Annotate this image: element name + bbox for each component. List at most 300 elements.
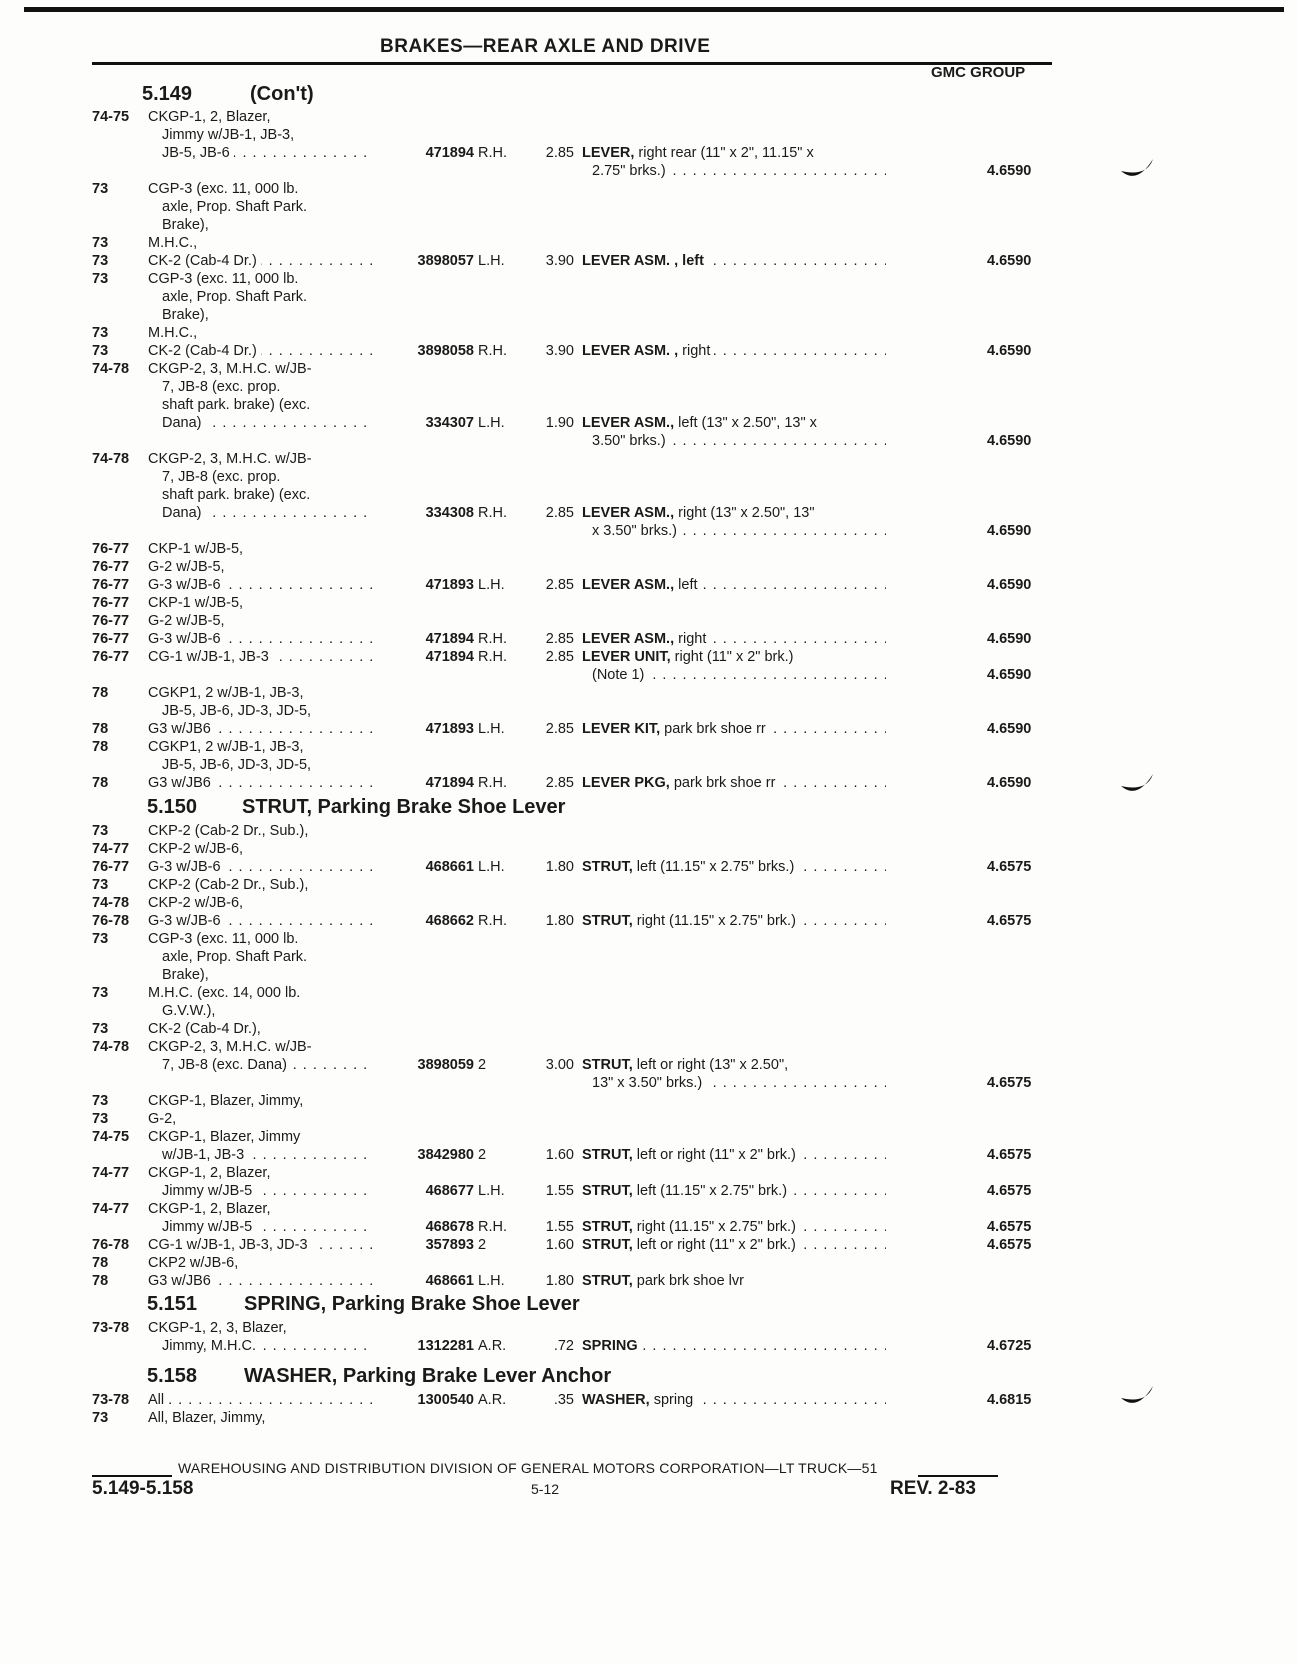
vehicle-model [148, 1110, 374, 1129]
vehicle-model-text: CKP2 w/JB-6, [148, 1255, 242, 1271]
vehicle-model [148, 180, 374, 199]
footer-rule-right [918, 1475, 998, 1477]
vehicle-model-text: CKGP-2, 3, M.H.C. w/JB- [148, 1039, 316, 1055]
parts-row [92, 198, 1092, 217]
vehicle-model [162, 414, 374, 433]
parts-row [92, 1074, 1092, 1093]
vehicle-model-text: CK-2 (Cab-4 Dr.) [148, 252, 261, 271]
parts-row [92, 180, 1092, 199]
parts-row [92, 756, 1092, 775]
part-number: 3898059 [417, 1057, 474, 1073]
vehicle-model-text: CKGP-2, 3, M.H.C. w/JB- [148, 361, 316, 377]
model-year: 73 [92, 325, 109, 341]
vehicle-model-text: CKGP-1, 2, Blazer, [148, 1201, 275, 1217]
side-or-qty: R.H. [478, 631, 507, 647]
part-detail: 3.50" brks.) [592, 433, 666, 449]
vehicle-model [148, 540, 374, 559]
side-or-qty: A.R. [478, 1392, 507, 1408]
parts-row [92, 1146, 1092, 1165]
parts-row [92, 720, 1092, 739]
vehicle-model [162, 486, 374, 505]
part-description [582, 144, 886, 163]
vehicle-model [148, 1236, 374, 1255]
vehicle-model [162, 468, 374, 487]
vehicle-model-text: Dana) [162, 504, 206, 523]
part-number: 468662 [425, 913, 474, 929]
group-number: 4.6590 [987, 163, 1032, 179]
part-description-text [582, 721, 770, 737]
parts-row [92, 612, 1092, 631]
vehicle-model [148, 1200, 374, 1219]
parts-row [92, 1391, 1092, 1410]
model-year: 73-78 [92, 1320, 130, 1336]
model-year: 76-77 [92, 859, 130, 875]
model-year: 73 [92, 1021, 109, 1037]
part-description-text [582, 631, 710, 647]
vehicle-model [148, 984, 374, 1003]
part-name: STRUT, [582, 913, 633, 929]
part-name: LEVER ASM., [582, 415, 675, 431]
part-description [582, 1182, 886, 1201]
model-year: 76-77 [92, 577, 130, 593]
vehicle-model [162, 216, 374, 235]
group-number: 4.6590 [987, 253, 1032, 269]
parts-row [92, 1319, 1092, 1338]
model-year: 74-78 [92, 1039, 130, 1055]
vehicle-model [162, 198, 374, 217]
side-or-qty: R.H. [478, 145, 507, 161]
vehicle-model-text: 7, JB-8 (exc. prop. [162, 379, 284, 395]
part-name: STRUT, [582, 1237, 633, 1253]
vehicle-model [148, 1038, 374, 1057]
model-year: 74-77 [92, 1201, 130, 1217]
parts-row [92, 126, 1092, 145]
parts-row [92, 1020, 1092, 1039]
vehicle-model-text: shaft park. brake) (exc. [162, 487, 314, 503]
vehicle-model [148, 108, 374, 127]
footer-division: WAREHOUSING AND DISTRIBUTION DIVISION OF GENERAL MOTORS CORPORATION—LT TRUCK—51 [178, 1460, 878, 1476]
model-year: 74-78 [92, 895, 130, 911]
vehicle-model [162, 378, 374, 397]
footer-revision: REV. 2-83 [890, 1478, 976, 1499]
part-number: 471893 [425, 721, 474, 737]
part-description-text [592, 433, 670, 449]
vehicle-model-text: CKGP-2, 3, M.H.C. w/JB- [148, 451, 316, 467]
model-year: 73-78 [92, 1392, 130, 1408]
punch-hole-mark [1117, 1382, 1157, 1412]
vehicle-model-text: CG-1 w/JB-1, JB-3 [148, 648, 273, 667]
parts-row [92, 450, 1092, 469]
vehicle-model-text: G-2, [148, 1111, 180, 1127]
model-year: 73 [92, 271, 109, 287]
vehicle-model-text: CGKP1, 2 w/JB-1, JB-3, [148, 739, 308, 755]
part-detail: right (11.15" x 2.75" brk.) [632, 1219, 796, 1235]
vehicle-model-text: axle, Prop. Shaft Park. [162, 949, 311, 965]
part-description [582, 1272, 886, 1291]
parts-row [92, 894, 1092, 913]
part-name: LEVER ASM. , [582, 343, 679, 359]
vehicle-model-text: G-2 w/JB-5, [148, 559, 229, 575]
group-number: 4.6575 [987, 859, 1032, 875]
model-year: 76-77 [92, 613, 130, 629]
part-description [592, 432, 886, 451]
parts-row [92, 486, 1092, 505]
part-name: STRUT, [582, 1147, 633, 1163]
parts-row [92, 1218, 1092, 1237]
vehicle-model [162, 144, 374, 163]
parts-row [92, 1409, 1092, 1428]
vehicle-model [162, 702, 374, 721]
vehicle-model [162, 1218, 374, 1237]
model-year: 76-77 [92, 595, 130, 611]
part-description-text [582, 1338, 642, 1354]
model-year: 74-77 [92, 1165, 130, 1181]
part-description-text [582, 577, 702, 593]
parts-row [92, 1164, 1092, 1183]
part-description-text [582, 913, 800, 929]
model-year: 76-78 [92, 1237, 130, 1253]
title-rule [92, 62, 1052, 65]
part-detail: 2.75" brks.) [592, 163, 666, 179]
vehicle-model-text: G-3 w/JB-6 [148, 858, 225, 877]
parts-row [92, 378, 1092, 397]
parts-row [92, 288, 1092, 307]
part-description-text [582, 859, 798, 875]
model-year: 78 [92, 775, 109, 791]
vehicle-model-text: Jimmy w/JB-5 [162, 1218, 256, 1237]
model-year: 78 [92, 721, 109, 737]
vehicle-model [148, 720, 374, 739]
part-detail: left or right (13" x 2.50", [632, 1057, 789, 1073]
part-description [582, 774, 886, 793]
parts-row [92, 1254, 1092, 1273]
vehicle-model-text: shaft park. brake) (exc. [162, 397, 314, 413]
vehicle-model [162, 948, 374, 967]
vehicle-model [148, 1391, 374, 1410]
vehicle-model [148, 270, 374, 289]
part-number: 471893 [425, 577, 474, 593]
part-number: 468661 [425, 1273, 474, 1289]
price: 1.60 [545, 1147, 574, 1163]
parts-row [92, 162, 1092, 181]
part-detail: right [674, 631, 707, 647]
parts-row [92, 342, 1092, 361]
price: 1.80 [545, 913, 574, 929]
model-year: 76-77 [92, 541, 130, 557]
model-year: 73 [92, 343, 109, 359]
part-number: 468661 [425, 859, 474, 875]
price: 2.85 [545, 721, 574, 737]
section-number: 5.149 [142, 83, 193, 105]
parts-row [92, 468, 1092, 487]
parts-row [92, 912, 1092, 931]
vehicle-model-text: M.H.C., [148, 325, 201, 341]
group-number: 4.6590 [987, 721, 1032, 737]
part-name: STRUT, [582, 1273, 633, 1289]
part-description [582, 576, 886, 595]
parts-row [92, 576, 1092, 595]
part-name: STRUT, [582, 1183, 633, 1199]
parts-row [92, 948, 1092, 967]
vehicle-model-text: Dana) [162, 414, 206, 433]
parts-row [92, 822, 1092, 841]
parts-row [92, 1200, 1092, 1219]
parts-row [92, 234, 1092, 253]
part-description-text [582, 415, 821, 431]
vehicle-model [148, 858, 374, 877]
vehicle-model-text: CGKP1, 2 w/JB-1, JB-3, [148, 685, 308, 701]
vehicle-model [148, 1020, 374, 1039]
vehicle-model [148, 1272, 374, 1291]
vehicle-model-text: M.H.C. (exc. 14, 000 lb. [148, 985, 304, 1001]
vehicle-model [162, 126, 374, 145]
parts-row [92, 702, 1092, 721]
part-number: 1300540 [417, 1392, 474, 1408]
parts-row [92, 324, 1092, 343]
vehicle-model-text: axle, Prop. Shaft Park. [162, 289, 311, 305]
vehicle-model-text: G.V.W.), [162, 1003, 219, 1019]
part-detail: x 3.50" brks.) [592, 523, 677, 539]
model-year: 74-78 [92, 361, 130, 377]
vehicle-model [162, 966, 374, 985]
vehicle-model-text: JB-5, JB-6 [162, 144, 234, 163]
parts-row [92, 1236, 1092, 1255]
vehicle-model-text: CKGP-1, 2, 3, Blazer, [148, 1320, 291, 1336]
section-heading [92, 1292, 992, 1316]
parts-row [92, 966, 1092, 985]
vehicle-model-text: CG-1 w/JB-1, JB-3, JD-3 [148, 1236, 312, 1255]
model-year: 74-75 [92, 1129, 130, 1145]
vehicle-model-text: JB-5, JB-6, JD-3, JD-5, [162, 703, 315, 719]
model-year: 73 [92, 181, 109, 197]
parts-row [92, 594, 1092, 613]
side-or-qty: 2 [478, 1057, 487, 1073]
part-description-text [582, 1057, 792, 1073]
model-year: 73 [92, 985, 109, 1001]
vehicle-model [148, 774, 374, 793]
part-detail: park brk shoe rr [660, 721, 766, 737]
side-or-qty: 2 [478, 1237, 487, 1253]
side-or-qty: A.R. [478, 1338, 507, 1354]
vehicle-model-text: CKP-1 w/JB-5, [148, 541, 247, 557]
parts-row [92, 774, 1092, 793]
part-description [582, 858, 886, 877]
vehicle-model [148, 360, 374, 379]
part-description-text [582, 1147, 800, 1163]
vehicle-model-text: G3 w/JB6 [148, 720, 215, 739]
part-name: LEVER ASM., [582, 577, 675, 593]
top-rule [24, 7, 1284, 12]
vehicle-model-text: G-2 w/JB-5, [148, 613, 229, 629]
part-detail: park brk shoe lvr [632, 1273, 744, 1289]
part-name: LEVER, [582, 145, 635, 161]
part-detail: left or right (11" x 2" brk.) [632, 1237, 796, 1253]
vehicle-model [148, 594, 374, 613]
part-description [582, 648, 886, 667]
vehicle-model-text: 7, JB-8 (exc. Dana) [162, 1056, 291, 1075]
side-or-qty: R.H. [478, 343, 507, 359]
model-year: 78 [92, 685, 109, 701]
model-year: 73 [92, 877, 109, 893]
group-number: 4.6590 [987, 631, 1032, 647]
vehicle-model [162, 1182, 374, 1201]
parts-row [92, 504, 1092, 523]
side-or-qty: L.H. [478, 1183, 505, 1199]
vehicle-model-text: G3 w/JB6 [148, 774, 215, 793]
parts-row [92, 252, 1092, 271]
part-description [582, 912, 886, 931]
part-name: LEVER KIT, [582, 721, 661, 737]
part-detail: right rear (11" x 2", 11.15" x [634, 145, 814, 161]
parts-row [92, 396, 1092, 415]
price: 1.60 [545, 1237, 574, 1253]
part-detail: left (13" x 2.50", 13" x [674, 415, 817, 431]
parts-row [92, 666, 1092, 685]
model-year: 78 [92, 1273, 109, 1289]
part-description [582, 504, 886, 523]
vehicle-model-text: CKP-2 (Cab-2 Dr., Sub.), [148, 823, 312, 839]
part-description-text [582, 649, 797, 665]
section-heading [92, 82, 992, 106]
part-description [582, 1146, 886, 1165]
price: 2.85 [545, 505, 574, 521]
punch-hole-mark [1117, 155, 1157, 185]
part-description-text [582, 505, 819, 521]
part-number: 471894 [425, 145, 474, 161]
part-detail: right (11.15" x 2.75" brk.) [632, 913, 796, 929]
part-description-text [582, 343, 714, 359]
parts-row [92, 1110, 1092, 1129]
vehicle-model-text: Brake), [162, 217, 213, 233]
model-year: 73 [92, 931, 109, 947]
parts-row [92, 108, 1092, 127]
parts-row [92, 1182, 1092, 1201]
part-number: 3898058 [417, 343, 474, 359]
part-description [582, 342, 886, 361]
price: .72 [553, 1338, 574, 1354]
parts-row [92, 360, 1092, 379]
section-heading [92, 795, 992, 819]
part-number: 3898057 [417, 253, 474, 269]
part-number: 471894 [425, 775, 474, 791]
part-description-text [582, 145, 818, 161]
section-heading [92, 1364, 992, 1388]
vehicle-model-text: CKGP-1, Blazer, Jimmy, [148, 1093, 307, 1109]
vehicle-model-text: CKGP-1, 2, Blazer, [148, 109, 275, 125]
section-number: 5.150 [147, 796, 198, 818]
part-description [582, 1236, 886, 1255]
vehicle-model-text: w/JB-1, JB-3 [162, 1146, 248, 1165]
part-description-text [582, 1237, 800, 1253]
parts-row [92, 648, 1092, 667]
vehicle-model [148, 1128, 374, 1147]
part-description [582, 1391, 886, 1410]
part-number: 357893 [425, 1237, 474, 1253]
model-year: 78 [92, 739, 109, 755]
price: 1.80 [545, 859, 574, 875]
vehicle-model [162, 504, 374, 523]
parts-row [92, 558, 1092, 577]
parts-row [92, 270, 1092, 289]
vehicle-model-text: CGP-3 (exc. 11, 000 lb. [148, 181, 302, 197]
group-number: 4.6590 [987, 523, 1032, 539]
vehicle-model-text: CKP-1 w/JB-5, [148, 595, 247, 611]
side-or-qty: L.H. [478, 721, 505, 737]
parts-row [92, 306, 1092, 325]
model-year: 76-77 [92, 559, 130, 575]
part-name: LEVER ASM. , left [582, 253, 704, 269]
parts-row [92, 144, 1092, 163]
part-name: STRUT, [582, 1219, 633, 1235]
vehicle-model [148, 912, 374, 931]
parts-row [92, 1337, 1092, 1356]
vehicle-model [162, 1146, 374, 1165]
parts-row [92, 1272, 1092, 1291]
part-name: STRUT, [582, 859, 633, 875]
price: 2.85 [545, 145, 574, 161]
vehicle-model [148, 648, 374, 667]
vehicle-model-text: G3 w/JB6 [148, 1272, 215, 1291]
page-title: BRAKES—REAR AXLE AND DRIVE [380, 36, 711, 57]
side-or-qty: L.H. [478, 1273, 505, 1289]
group-number: 4.6590 [987, 667, 1032, 683]
parts-row [92, 1092, 1092, 1111]
parts-row [92, 876, 1092, 895]
model-year: 73 [92, 1410, 109, 1426]
vehicle-model-text: G-3 w/JB-6 [148, 576, 225, 595]
part-description-text [582, 775, 779, 791]
group-number: 4.6590 [987, 343, 1032, 359]
part-description [592, 1074, 886, 1093]
part-detail: 13" x 3.50" brks.) [592, 1075, 703, 1091]
part-name: SPRING [582, 1338, 638, 1354]
parts-row [92, 216, 1092, 235]
part-number: 3842980 [417, 1147, 474, 1163]
group-number: 4.6815 [987, 1392, 1032, 1408]
vehicle-model-text: CKGP-1, 2, Blazer, [148, 1165, 275, 1181]
model-year: 76-77 [92, 631, 130, 647]
part-description-text [582, 1273, 748, 1289]
side-or-qty: R.H. [478, 1219, 507, 1235]
footer-rule-left [92, 1475, 172, 1477]
vehicle-model-text: CGP-3 (exc. 11, 000 lb. [148, 271, 302, 287]
model-year: 73 [92, 1093, 109, 1109]
vehicle-model-text: Jimmy w/JB-5 [162, 1182, 256, 1201]
part-number: 334307 [425, 415, 474, 431]
part-description [582, 414, 886, 433]
part-description-text [582, 253, 708, 269]
price: 2.85 [545, 631, 574, 647]
part-description-text [582, 1219, 800, 1235]
price: .35 [553, 1392, 574, 1408]
part-detail: left (11.15" x 2.75" brks.) [632, 859, 795, 875]
side-or-qty: R.H. [478, 649, 507, 665]
part-number: 468677 [425, 1183, 474, 1199]
vehicle-model [148, 1254, 374, 1273]
vehicle-model [162, 756, 374, 775]
price: 3.90 [545, 343, 574, 359]
model-year: 78 [92, 1255, 109, 1271]
part-number: 471894 [425, 631, 474, 647]
part-description-text [582, 1183, 791, 1199]
part-name: LEVER UNIT, [582, 649, 671, 665]
group-number: 4.6575 [987, 1075, 1032, 1091]
vehicle-model [148, 840, 374, 859]
parts-row [92, 432, 1092, 451]
part-description [582, 720, 886, 739]
parts-row [92, 1056, 1092, 1075]
parts-row [92, 738, 1092, 757]
